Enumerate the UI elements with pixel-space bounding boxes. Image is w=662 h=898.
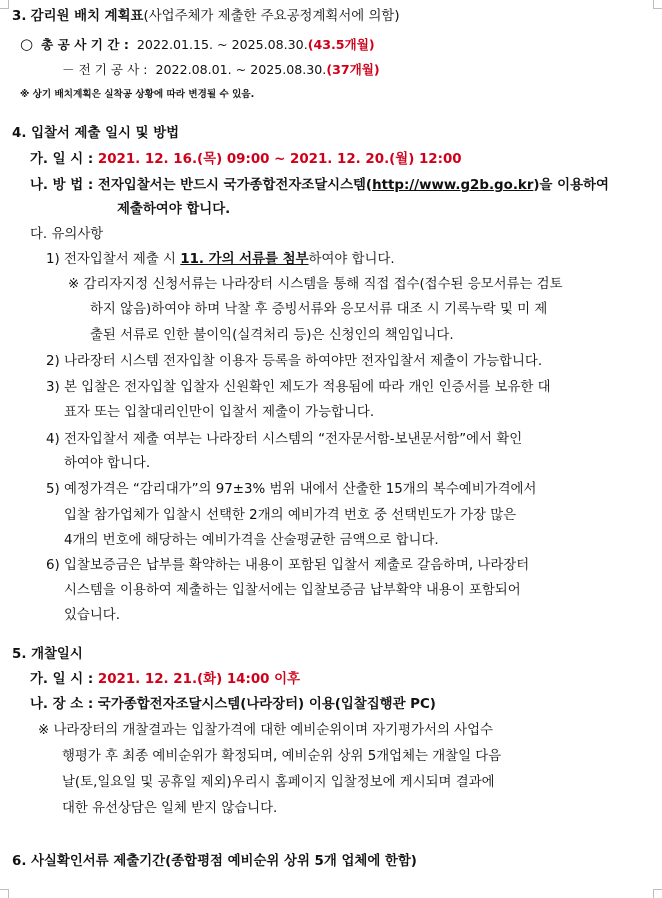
pre-work-row: [62, 61, 380, 78]
bid-datetime-row: [30, 151, 462, 168]
note-item-1-sub-line-2: 하지 않음)하여야 하며 낙찰 후 증빙서류와 응모서류 대조 시 기록누락 및 미 제: [90, 302, 548, 317]
pre-work-dates: 2022.08.01. ~ 2025.08.30.: [155, 62, 327, 77]
note-item-5-line-2: 입찰 참가업체가 입찰시 선택한 2개의 예비가격 번호 중 선택빈도가 가장 많은: [64, 508, 517, 523]
note-item-1-sub-line-1: ※ 감리자지정 신청서류는 나라장터 시스템을 통해 직접 접수(접수된 응모서류는 검토: [68, 277, 563, 292]
opening-note-line-2: 행평가 후 최종 예비순위가 확정되며, 예비순위 상위 5개업체는 개찰일 다음: [62, 749, 502, 764]
note-item-5-line-1: 5) 예정가격은 “감리대가”의 97±3% 범위 내에서 산출한 15개의 복수예비가격에서: [46, 482, 537, 497]
pre-work-label: － 전 기 공 사 :: [62, 62, 148, 77]
note-item-3-line-1: 3) 본 입찰은 전자입찰 입찰자 신원확인 제도가 적용됨에 따라 개인 인증서를 보유한 대: [46, 380, 551, 395]
opening-place-row: [30, 696, 436, 713]
bid-method-text-end: )을 이용하여: [533, 178, 609, 193]
note-item-6-line-2: 시스템을 이용하여 제출하는 입찰서에는 입찰보증금 납부확약 내용이 포함되어: [64, 583, 521, 598]
opening-place-label: 나. 장 소 :: [30, 697, 94, 712]
note-item-6-line-1: 6) 입찰보증금은 납부를 확약하는 내용이 포함된 입찰서 제출로 갈음하며, 나라장터: [46, 558, 530, 573]
opening-datetime-label: 가. 일 시 :: [30, 672, 94, 687]
section-4-heading: 4. 입찰서 제출 일시 및 방법: [12, 126, 180, 141]
bid-datetime-value: 2021. 12. 16.(목) 09:00 ~ 2021. 12. 20.(월) 12:00: [97, 152, 462, 167]
note-item-6-line-3: 있습니다.: [64, 608, 120, 623]
bid-method-label: 나. 방 법 :: [30, 178, 94, 193]
circle-bullet-icon: ○: [20, 35, 34, 53]
note-item-2: 2) 나라장터 시스템 전자입찰 이용자 등록을 하여야만 전자입찰서 제출이 가능합니다.: [46, 354, 543, 369]
note-item-3-line-2: 표자 또는 입찰대리인만이 입찰서 제출이 가능합니다.: [64, 405, 375, 420]
opening-note-line-4: 대한 유선상담은 일체 받지 않습니다.: [62, 801, 278, 816]
g2b-link[interactable]: http://www.g2b.go.kr: [372, 178, 534, 193]
page-corner-mark: [653, 889, 662, 898]
bid-method-row: [30, 177, 609, 194]
note-item-4-line-1: 4) 전자입찰서 제출 여부는 나라장터 시스템의 “전자문서함-보낸문서함”에서 확인: [46, 432, 523, 447]
section-3-subtitle: (사업주체가 제출한 주요공정계획서에 의함): [143, 9, 400, 24]
section-3-heading: [12, 8, 400, 25]
section-6-heading: 6. 사실확인서류 제출기간(종합평점 예비순위 상위 5개 업체에 한함): [12, 854, 417, 869]
opening-note-line-3: 날(토,일요일 및 공휴일 제외)우리시 홈페이지 입찰정보에 게시되며 결과에: [62, 775, 495, 790]
pre-work-months: (37개월): [326, 62, 380, 77]
bid-method-text: 전자입찰서는 반드시 국가종합전자조달시스템(: [97, 178, 373, 193]
opening-note-line-1: ※ 나라장터의 개찰결과는 입찰가격에 대한 예비순위이며 자기평가서의 사업수: [38, 723, 493, 738]
section-3-title: 감리원 배치 계획표: [30, 9, 144, 24]
section-5-heading: 5. 개찰일시: [12, 647, 83, 662]
note-item-1-sub-line-3: 출된 서류로 인한 불이익(실격처리 등)은 신청인의 책임입니다.: [90, 328, 454, 343]
note-item-1-tail: 하여야 합니다.: [308, 252, 395, 267]
note-item-1-text: 1) 전자입찰서 제출 시: [46, 252, 176, 267]
opening-datetime-row: [30, 671, 300, 688]
notes-heading: 다. 유의사항: [30, 227, 104, 242]
bid-method-continuation: 제출하여야 합니다.: [117, 202, 231, 217]
note-item-5-line-3: 4개의 번호에 해당하는 예비가격을 산술평균한 금액으로 합니다.: [64, 533, 439, 548]
total-period-months: (43.5개월): [307, 37, 375, 52]
bid-datetime-label: 가. 일 시 :: [30, 152, 94, 167]
opening-datetime-value: 2021. 12. 21.(화) 14:00 이후: [97, 672, 301, 687]
note-item-4-line-2: 하여야 합니다.: [64, 456, 151, 471]
section-3-number: 3.: [12, 9, 27, 24]
page-corner-mark: [653, 0, 662, 9]
total-period-dates: 2022.01.15. ~ 2025.08.30.: [136, 37, 308, 52]
total-period-label: 총 공 사 기 간 :: [41, 37, 129, 52]
deployment-note: ※ 상기 배치계획은 실착공 상황에 따라 변경될 수 있음.: [20, 89, 255, 100]
note-item-1-emphasis: 11. 가의 서류를 첨부: [180, 252, 309, 267]
page-corner-mark: [0, 889, 9, 898]
opening-place-value: 국가종합전자조달시스템(나라장터) 이용(입찰집행관 PC): [97, 697, 436, 712]
page-corner-mark: [0, 0, 9, 9]
total-period-row: [20, 36, 375, 53]
note-item-1: [46, 251, 395, 268]
